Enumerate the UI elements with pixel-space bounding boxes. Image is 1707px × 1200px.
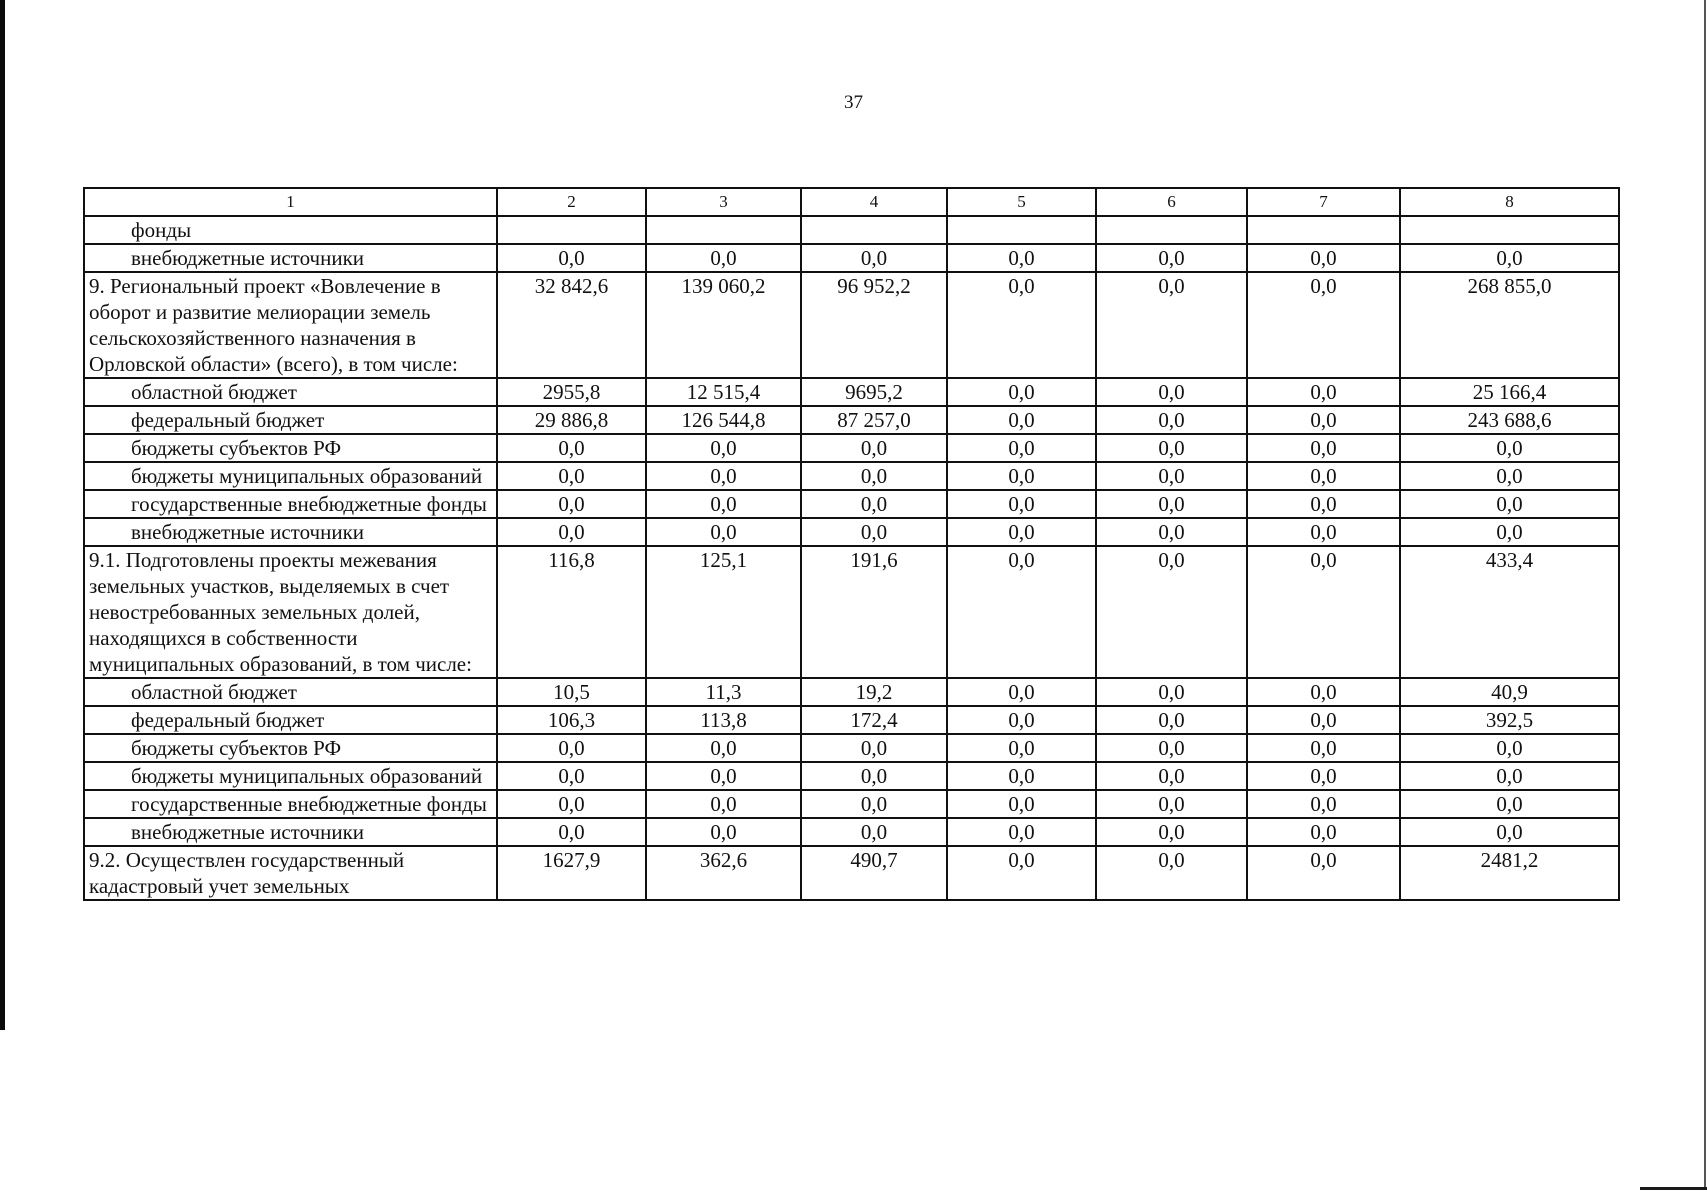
table-cell: 32 842,6 bbox=[497, 272, 646, 378]
table-cell: 0,0 bbox=[497, 734, 646, 762]
table-cell: 0,0 bbox=[1247, 846, 1400, 900]
table-cell: 11,3 bbox=[646, 678, 801, 706]
table-cell: 0,0 bbox=[1247, 272, 1400, 378]
table-cell: 0,0 bbox=[497, 790, 646, 818]
table-cell: 0,0 bbox=[1400, 434, 1619, 462]
table-cell: 9695,2 bbox=[801, 378, 947, 406]
table-cell: 0,0 bbox=[497, 518, 646, 546]
table-cell: 0,0 bbox=[947, 378, 1096, 406]
table-cell bbox=[1247, 216, 1400, 244]
column-header: 2 bbox=[497, 188, 646, 216]
table-cell: 96 952,2 bbox=[801, 272, 947, 378]
table-cell: 0,0 bbox=[947, 734, 1096, 762]
table-cell: 29 886,8 bbox=[497, 406, 646, 434]
table-cell: 0,0 bbox=[1096, 518, 1247, 546]
table-cell: 0,0 bbox=[801, 518, 947, 546]
table-row bbox=[84, 244, 1619, 272]
table-cell: 433,4 bbox=[1400, 546, 1619, 678]
table-cell: 12 515,4 bbox=[646, 378, 801, 406]
table-row bbox=[84, 490, 1619, 518]
table-cell: 0,0 bbox=[646, 244, 801, 272]
table-cell bbox=[646, 216, 801, 244]
table-cell: 0,0 bbox=[1400, 518, 1619, 546]
table-cell: 2955,8 bbox=[497, 378, 646, 406]
table-cell: 0,0 bbox=[947, 272, 1096, 378]
table-row bbox=[84, 378, 1619, 406]
table-cell: 139 060,2 bbox=[646, 272, 801, 378]
page-number: 37 bbox=[844, 92, 863, 113]
table-cell bbox=[801, 216, 947, 244]
table-cell: 0,0 bbox=[646, 462, 801, 490]
scan-border-bottom bbox=[1640, 1187, 1707, 1190]
table-cell: 0,0 bbox=[1096, 434, 1247, 462]
table-cell: 0,0 bbox=[1247, 546, 1400, 678]
table-cell: 0,0 bbox=[947, 490, 1096, 518]
table-row bbox=[84, 846, 1619, 900]
table-row bbox=[84, 818, 1619, 846]
table-cell: 0,0 bbox=[1400, 244, 1619, 272]
table-cell: 0,0 bbox=[646, 790, 801, 818]
column-header: 5 bbox=[947, 188, 1096, 216]
table-cell: 0,0 bbox=[1096, 378, 1247, 406]
table-cell: 0,0 bbox=[1247, 406, 1400, 434]
table-cell: 0,0 bbox=[801, 462, 947, 490]
budget-table bbox=[83, 187, 1620, 901]
table-cell: 0,0 bbox=[1247, 518, 1400, 546]
row-label: государственные внебюджетные фонды bbox=[84, 790, 497, 818]
table-cell: 0,0 bbox=[1096, 406, 1247, 434]
table-cell: 0,0 bbox=[646, 734, 801, 762]
table-cell: 116,8 bbox=[497, 546, 646, 678]
table-header-row bbox=[84, 188, 1619, 216]
table-cell: 0,0 bbox=[1096, 490, 1247, 518]
table-cell: 362,6 bbox=[646, 846, 801, 900]
row-label: внебюджетные источники bbox=[84, 818, 497, 846]
table-cell: 0,0 bbox=[801, 818, 947, 846]
table-cell: 0,0 bbox=[1096, 818, 1247, 846]
table-row bbox=[84, 518, 1619, 546]
table-cell: 0,0 bbox=[497, 434, 646, 462]
table-cell: 0,0 bbox=[1096, 790, 1247, 818]
row-label: фонды bbox=[84, 216, 497, 244]
table-body bbox=[84, 216, 1619, 900]
table-cell: 0,0 bbox=[1400, 490, 1619, 518]
table-row bbox=[84, 216, 1619, 244]
table-row bbox=[84, 406, 1619, 434]
table-cell: 19,2 bbox=[801, 678, 947, 706]
table-cell: 0,0 bbox=[497, 818, 646, 846]
column-header: 4 bbox=[801, 188, 947, 216]
table-cell: 0,0 bbox=[1247, 244, 1400, 272]
table-cell: 0,0 bbox=[646, 434, 801, 462]
table-row bbox=[84, 434, 1619, 462]
table-cell: 0,0 bbox=[947, 762, 1096, 790]
table-cell: 0,0 bbox=[646, 762, 801, 790]
table-cell: 0,0 bbox=[801, 790, 947, 818]
column-header: 1 bbox=[84, 188, 497, 216]
table-cell: 0,0 bbox=[1247, 490, 1400, 518]
column-header: 6 bbox=[1096, 188, 1247, 216]
row-label: областной бюджет bbox=[84, 378, 497, 406]
table-row bbox=[84, 734, 1619, 762]
table-cell: 0,0 bbox=[1400, 734, 1619, 762]
table-cell: 0,0 bbox=[1096, 678, 1247, 706]
row-label: государственные внебюджетные фонды bbox=[84, 490, 497, 518]
row-label: 9.2. Осуществлен государственный кадастровый учет земельных bbox=[84, 846, 497, 900]
row-label: бюджеты муниципальных образований bbox=[84, 762, 497, 790]
table-cell: 0,0 bbox=[1096, 706, 1247, 734]
table-cell: 0,0 bbox=[1096, 846, 1247, 900]
table-cell: 0,0 bbox=[947, 518, 1096, 546]
table-cell: 0,0 bbox=[497, 244, 646, 272]
row-label: 9.1. Подготовлены проекты межевания земельных участков, выделяемых в счет невостребованных земельных долей, находящихся в собственности муниципальных образований, в том числе: bbox=[84, 546, 497, 678]
table-cell: 268 855,0 bbox=[1400, 272, 1619, 378]
table-cell: 0,0 bbox=[1247, 790, 1400, 818]
table-cell: 0,0 bbox=[497, 762, 646, 790]
table-row bbox=[84, 546, 1619, 678]
table-cell bbox=[1096, 216, 1247, 244]
table-cell: 0,0 bbox=[1096, 762, 1247, 790]
table-cell: 0,0 bbox=[1247, 678, 1400, 706]
table-cell: 0,0 bbox=[646, 490, 801, 518]
column-header: 8 bbox=[1400, 188, 1619, 216]
table-row bbox=[84, 678, 1619, 706]
table-cell: 0,0 bbox=[1247, 734, 1400, 762]
table-cell: 0,0 bbox=[947, 406, 1096, 434]
table-cell: 2481,2 bbox=[1400, 846, 1619, 900]
table-cell: 0,0 bbox=[947, 790, 1096, 818]
table-cell: 0,0 bbox=[646, 818, 801, 846]
table-cell: 0,0 bbox=[947, 678, 1096, 706]
table-cell: 125,1 bbox=[646, 546, 801, 678]
row-label: внебюджетные источники bbox=[84, 244, 497, 272]
table-cell: 191,6 bbox=[801, 546, 947, 678]
table-row bbox=[84, 790, 1619, 818]
table-cell: 87 257,0 bbox=[801, 406, 947, 434]
table-row bbox=[84, 462, 1619, 490]
table-cell: 0,0 bbox=[497, 490, 646, 518]
table-cell: 0,0 bbox=[1400, 818, 1619, 846]
table-cell: 0,0 bbox=[1400, 462, 1619, 490]
table-cell: 0,0 bbox=[1247, 462, 1400, 490]
row-label: бюджеты субъектов РФ bbox=[84, 734, 497, 762]
table-cell: 0,0 bbox=[1400, 762, 1619, 790]
table-cell bbox=[497, 216, 646, 244]
table-cell: 25 166,4 bbox=[1400, 378, 1619, 406]
table-row bbox=[84, 706, 1619, 734]
row-label: областной бюджет bbox=[84, 678, 497, 706]
table-cell: 0,0 bbox=[1247, 762, 1400, 790]
table-cell: 0,0 bbox=[947, 706, 1096, 734]
table-cell: 0,0 bbox=[1096, 244, 1247, 272]
column-header: 7 bbox=[1247, 188, 1400, 216]
table-cell: 1627,9 bbox=[497, 846, 646, 900]
table-cell: 113,8 bbox=[646, 706, 801, 734]
table-cell bbox=[1400, 216, 1619, 244]
table-cell: 0,0 bbox=[1247, 434, 1400, 462]
table-cell bbox=[947, 216, 1096, 244]
table-cell: 0,0 bbox=[1247, 818, 1400, 846]
table-cell: 0,0 bbox=[1096, 272, 1247, 378]
table-cell: 0,0 bbox=[801, 244, 947, 272]
table-cell: 0,0 bbox=[947, 818, 1096, 846]
table-cell: 0,0 bbox=[947, 244, 1096, 272]
table-cell: 10,5 bbox=[497, 678, 646, 706]
row-label: внебюджетные источники bbox=[84, 518, 497, 546]
table-cell: 0,0 bbox=[947, 434, 1096, 462]
scan-border-right bbox=[1704, 0, 1706, 1190]
table-cell: 392,5 bbox=[1400, 706, 1619, 734]
table-cell: 0,0 bbox=[801, 762, 947, 790]
table-cell: 0,0 bbox=[801, 734, 947, 762]
table-cell: 243 688,6 bbox=[1400, 406, 1619, 434]
scan-border-left bbox=[0, 0, 5, 1030]
table-cell: 0,0 bbox=[1400, 790, 1619, 818]
table-cell: 106,3 bbox=[497, 706, 646, 734]
row-label: федеральный бюджет bbox=[84, 706, 497, 734]
table-cell: 126 544,8 bbox=[646, 406, 801, 434]
table-cell: 0,0 bbox=[1096, 462, 1247, 490]
table-cell: 0,0 bbox=[947, 546, 1096, 678]
table-cell: 0,0 bbox=[1247, 706, 1400, 734]
table-cell: 0,0 bbox=[1247, 378, 1400, 406]
table-cell: 490,7 bbox=[801, 846, 947, 900]
table-cell: 0,0 bbox=[497, 462, 646, 490]
column-header: 3 bbox=[646, 188, 801, 216]
table-cell: 172,4 bbox=[801, 706, 947, 734]
table-cell: 0,0 bbox=[801, 434, 947, 462]
row-label: бюджеты субъектов РФ bbox=[84, 434, 497, 462]
table-cell: 0,0 bbox=[947, 462, 1096, 490]
table-cell: 0,0 bbox=[801, 490, 947, 518]
table-cell: 0,0 bbox=[1096, 546, 1247, 678]
row-label: 9. Региональный проект «Вовлечение в оборот и развитие мелиорации земель сельскохозяйственного назначения в Орловской области» (всего), в том числе: bbox=[84, 272, 497, 378]
table-row bbox=[84, 272, 1619, 378]
table-cell: 0,0 bbox=[646, 518, 801, 546]
table-cell: 40,9 bbox=[1400, 678, 1619, 706]
table-cell: 0,0 bbox=[1096, 734, 1247, 762]
row-label: бюджеты муниципальных образований bbox=[84, 462, 497, 490]
table-cell: 0,0 bbox=[947, 846, 1096, 900]
row-label: федеральный бюджет bbox=[84, 406, 497, 434]
table-row bbox=[84, 762, 1619, 790]
